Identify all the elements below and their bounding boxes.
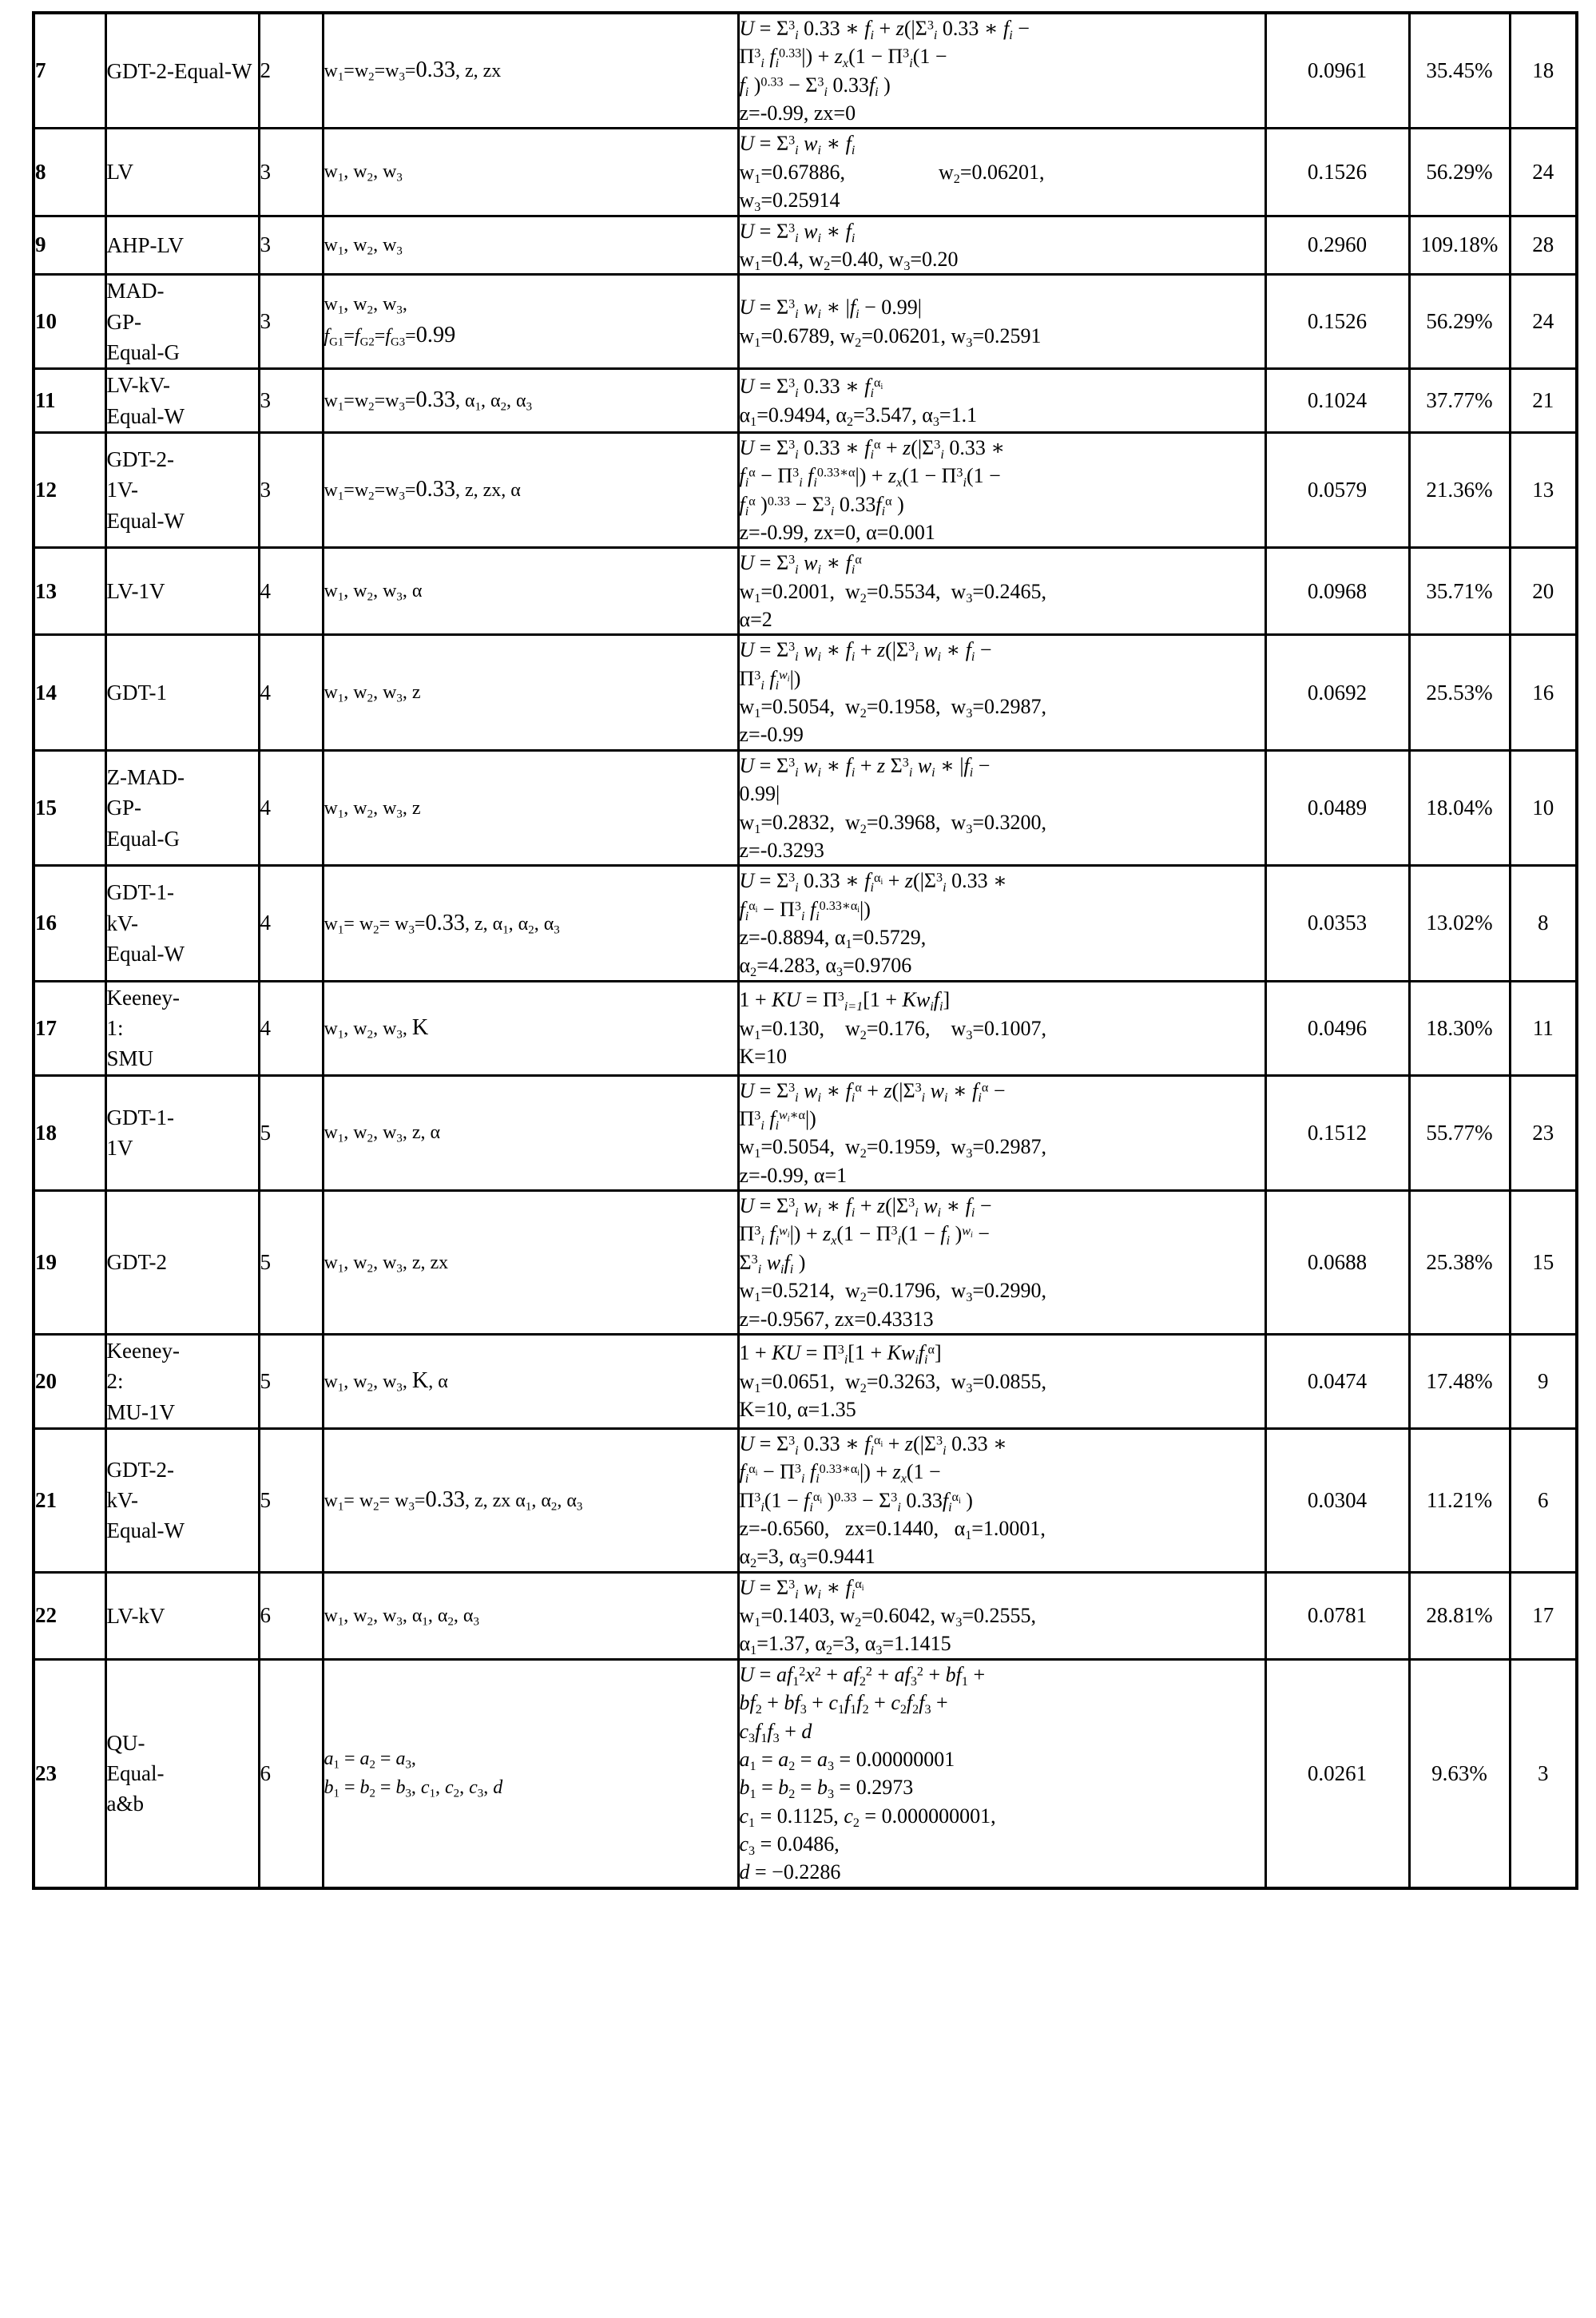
parameters-text: $b_1 = b_2 = b_3$, $c_1$, $c_2$, $c_3$, d bbox=[324, 1777, 503, 1800]
formula-params: z=-0.99, zx=0, α=0.001 bbox=[739, 520, 935, 544]
table-row bbox=[34, 548, 1577, 635]
num-params: 3 bbox=[259, 369, 323, 433]
formula-line: $U = \Sigma^3_i$ 0.33 ∗ $f_i^{\alpha_i}$ bbox=[739, 375, 883, 401]
formula-line: $\Pi^3_i(1 - f_i^{\alpha_i}$ )$^{0.33} - \Sigma^3_i$ $0.33f_i^{\alpha_i}$ ) bbox=[739, 1488, 973, 1514]
parameters-text: $w_1=w_2=w_3=0.33$, $\alpha_1$, $\alpha_2$, $\alpha_3$ bbox=[324, 387, 533, 414]
row-index: 11 bbox=[34, 369, 105, 433]
table-row bbox=[34, 369, 1577, 433]
utility-function-cell bbox=[738, 1191, 1265, 1335]
parameters-text: $w_1$, $w_2$, $w_3$, α bbox=[324, 581, 423, 604]
method-name-text: GDT-1- kV- Equal-W bbox=[106, 880, 185, 966]
method-name bbox=[105, 548, 259, 635]
percent-cell: 56.29% bbox=[1409, 275, 1510, 369]
rank-cell: 16 bbox=[1510, 635, 1577, 750]
rank-cell: 24 bbox=[1510, 275, 1577, 369]
formula-params: $w_1=0.4$, $w_2=0.40$, $w_3=0.20$ bbox=[739, 247, 959, 273]
parameters-cell bbox=[323, 1191, 738, 1335]
table-row bbox=[34, 981, 1577, 1075]
rank-cell: 8 bbox=[1510, 866, 1577, 981]
method-name bbox=[105, 129, 259, 216]
row-index: 15 bbox=[34, 750, 105, 865]
num-params: 6 bbox=[259, 1572, 323, 1659]
parameters-cell bbox=[323, 548, 738, 635]
formula-params: z=-0.6560, zx=0.1440, $\alpha_1=1.0001$, bbox=[739, 1516, 1046, 1542]
method-name-text: LV-kV bbox=[106, 1603, 165, 1628]
formula-line: $b_1 = b_2 = b_3 = 0.2973$ bbox=[739, 1776, 914, 1802]
formula-params: z=-0.99 bbox=[739, 723, 804, 747]
parameters-text: $w_1$, $w_2$, $w_3$ bbox=[324, 161, 403, 185]
num-params: 5 bbox=[259, 1191, 323, 1335]
num-params: 5 bbox=[259, 1075, 323, 1190]
table-row bbox=[34, 432, 1577, 547]
row-index: 17 bbox=[34, 981, 105, 1075]
formula-line: $U = \Sigma^3_i$ $w_i$ ∗ $f_i + z(|\Sigma^3_i$ $w_i$ ∗ $f_i$ − bbox=[739, 638, 992, 665]
method-name bbox=[105, 432, 259, 547]
method-name-text: GDT-1- 1V bbox=[106, 1105, 174, 1161]
row-index: 19 bbox=[34, 1191, 105, 1335]
formula-params: $w_1=0.5214$, $w_2=0.1796$, $w_3=0.2990$, bbox=[739, 1279, 1047, 1305]
rank-cell: 28 bbox=[1510, 216, 1577, 275]
parameters-cell bbox=[323, 275, 738, 369]
method-name bbox=[105, 13, 259, 129]
formula-line: $\Pi^3_i$ $f_i^{w_i∗\alpha}|$) bbox=[739, 1107, 816, 1133]
table-row bbox=[34, 13, 1577, 129]
percent-cell: 21.36% bbox=[1409, 432, 1510, 547]
formula-line: $U = \Sigma^3_i$ $w_i$ ∗ $f_i^\alpha$ bbox=[739, 551, 862, 578]
value-cell: 0.0496 bbox=[1265, 981, 1409, 1075]
percent-cell: 18.04% bbox=[1409, 750, 1510, 865]
value-cell: 0.1512 bbox=[1265, 1075, 1409, 1190]
row-index: 8 bbox=[34, 129, 105, 216]
table-row bbox=[34, 1334, 1577, 1428]
method-name bbox=[105, 1428, 259, 1572]
formula-line: $U = \Sigma^3_i$ $w_i$ ∗ $f_i^{\alpha_i}$ bbox=[739, 1575, 864, 1602]
formula-line: $f_i$ )$^{0.33} - \Sigma^3_i$ $0.33f_i$ ) bbox=[739, 73, 891, 99]
percent-cell: 35.71% bbox=[1409, 548, 1510, 635]
utility-function-cell bbox=[738, 129, 1265, 216]
parameters-text: $w_1$, $w_2$, $w_3$, K, α bbox=[324, 1368, 448, 1395]
parameters-text: $w_1$, $w_2$, $w_3$, z, zx bbox=[324, 1252, 449, 1275]
formula-line: $U = \Sigma^3_i$ 0.33 ∗ $f_i^\alpha + z(|\Sigma^3_i$ 0.33 ∗ bbox=[739, 435, 1005, 462]
parameters-cell bbox=[323, 216, 738, 275]
parameters-cell bbox=[323, 1334, 738, 1428]
method-name-text: GDT-2-Equal-W bbox=[106, 58, 252, 83]
formula-params: z=-0.9567, zx=0.43313 bbox=[739, 1307, 934, 1331]
utility-methods-table bbox=[32, 11, 1578, 1890]
rank-cell: 3 bbox=[1510, 1659, 1577, 1887]
num-params: 3 bbox=[259, 432, 323, 547]
num-params: 5 bbox=[259, 1334, 323, 1428]
formula-line: $f_i^\alpha - \Pi^3_i$ $f_i^{0.33∗\alpha}|) + z_x(1 - \Pi^3_i(1$ − bbox=[739, 464, 1001, 490]
row-index: 9 bbox=[34, 216, 105, 275]
formula-params: $\alpha_2=4.283$, $\alpha_3=0.9706$ bbox=[739, 954, 912, 980]
value-cell: 0.0781 bbox=[1265, 1572, 1409, 1659]
utility-function-cell bbox=[738, 13, 1265, 129]
parameters-cell bbox=[323, 635, 738, 750]
method-name-text: LV-1V bbox=[106, 579, 165, 604]
value-cell: 0.0968 bbox=[1265, 548, 1409, 635]
value-cell: 0.0353 bbox=[1265, 866, 1409, 981]
method-name bbox=[105, 981, 259, 1075]
percent-cell: 17.48% bbox=[1409, 1334, 1510, 1428]
utility-function-cell bbox=[738, 1334, 1265, 1428]
num-params: 4 bbox=[259, 548, 323, 635]
method-name bbox=[105, 750, 259, 865]
formula-params: K=10, α=1.35 bbox=[739, 1398, 856, 1422]
row-index: 22 bbox=[34, 1572, 105, 1659]
formula-params: z=-0.8894, $\alpha_1=0.5729$, bbox=[739, 925, 927, 951]
table-row bbox=[34, 635, 1577, 750]
row-index: 16 bbox=[34, 866, 105, 981]
method-name-text: LV bbox=[106, 160, 134, 185]
parameters-text: $a_1 = a_2 = a_3$, bbox=[324, 1748, 416, 1772]
formula-line: $U = af_1^2x^2 + af_2^2 + af_3^2 + bf_1$ + bbox=[739, 1662, 986, 1689]
formula-line: $U = \Sigma^3_i$ $w_i$ ∗ $|f_i - 0.99|$ bbox=[739, 296, 922, 322]
formula-line: $c_3f_1f_3 + d$ bbox=[739, 1719, 812, 1745]
formula-params: $w_1=0.5054$, $w_2=0.1958$, $w_3=0.2987$, bbox=[739, 695, 1047, 720]
table-body bbox=[34, 13, 1577, 1888]
utility-function-cell bbox=[738, 369, 1265, 433]
method-name-text: MAD- GP- Equal-G bbox=[106, 279, 180, 364]
formula-params: $w_1=0.0651$, $w_2=0.3263$, $w_3=0.0855$, bbox=[739, 1369, 1047, 1395]
value-cell: 0.2960 bbox=[1265, 216, 1409, 275]
num-params: 2 bbox=[259, 13, 323, 129]
row-index: 20 bbox=[34, 1334, 105, 1428]
percent-cell: 37.77% bbox=[1409, 369, 1510, 433]
parameters-text: $w_1$, $w_2$, $w_3$ bbox=[324, 234, 403, 258]
row-index: 18 bbox=[34, 1075, 105, 1190]
parameters-text: $w_1$, $w_2$, $w_3$, K bbox=[324, 1014, 429, 1042]
formula-line: $a_1 = a_2 = a_3 = 0.00000001$ bbox=[739, 1747, 955, 1773]
parameters-cell bbox=[323, 1659, 738, 1887]
table-row bbox=[34, 1659, 1577, 1887]
formula-params: $w_1=0.130$, $w_2=0.176$, $w_3=0.1007$, bbox=[739, 1016, 1047, 1042]
method-name bbox=[105, 635, 259, 750]
formula-line: $U = \Sigma^3_i$ $w_i$ ∗ $f_i$ bbox=[739, 219, 856, 245]
parameters-text: $w_1= w_2= w_3=0.33$, z, zx $\alpha_1$, $\alpha_2$, $\alpha_3$ bbox=[324, 1487, 583, 1514]
formula-line: $U = \Sigma^3_i$ $w_i$ ∗ $f_i^\alpha + z(|\Sigma^3_i$ $w_i$ ∗ $f_i^\alpha$ − bbox=[739, 1078, 1006, 1105]
method-name-text: QU- Equal- a&b bbox=[106, 1730, 165, 1816]
formula-line: $\Pi^3_i$ $f_i^{0.33}|) + z_x(1 - \Pi^3_i(1$ − bbox=[739, 45, 947, 71]
formula-params: $w_1=0.1403$, $w_2=0.6042$, $w_3=0.2555$, bbox=[739, 1604, 1037, 1629]
method-name-text: GDT-2- kV- Equal-W bbox=[106, 1457, 185, 1543]
formula-line: $U = \Sigma^3_i$ 0.33 ∗ $f_i^{\alpha_i} + z(|\Sigma^3_i$ 0.33 ∗ bbox=[739, 869, 1007, 895]
formula-line: $f_i^{\alpha_i} - \Pi^3_i$ $f_i^{0.33∗\alpha_i}|$) bbox=[739, 897, 871, 923]
utility-function-cell bbox=[738, 981, 1265, 1075]
utility-function-cell bbox=[738, 216, 1265, 275]
value-cell: 0.0489 bbox=[1265, 750, 1409, 865]
method-name bbox=[105, 369, 259, 433]
formula-line: $f_i^{\alpha_i} - \Pi^3_i$ $f_i^{0.33∗\alpha_i}|) + z_x(1$ − bbox=[739, 1460, 941, 1486]
value-cell: 0.1526 bbox=[1265, 129, 1409, 216]
parameters-cell bbox=[323, 432, 738, 547]
method-name-text: GDT-1 bbox=[106, 680, 168, 705]
formula-line: 1 + KU = $\Pi^3_{i=1}[1 + Kw_if_i]$ bbox=[739, 988, 951, 1014]
percent-cell: 9.63% bbox=[1409, 1659, 1510, 1887]
percent-cell: 11.21% bbox=[1409, 1428, 1510, 1572]
method-name-text: GDT-2- 1V- Equal-W bbox=[106, 447, 185, 533]
formula-params: $\alpha_2=3$, $\alpha_3=0.9441$ bbox=[739, 1545, 875, 1571]
method-name bbox=[105, 1191, 259, 1335]
percent-cell: 25.38% bbox=[1409, 1191, 1510, 1335]
percent-cell: 13.02% bbox=[1409, 866, 1510, 981]
parameters-text: $w_1$, $w_2$, $w_3$, bbox=[324, 294, 407, 317]
utility-function-cell bbox=[738, 635, 1265, 750]
rank-cell: 21 bbox=[1510, 369, 1577, 433]
row-index: 7 bbox=[34, 13, 105, 129]
formula-line: $f_i^\alpha$ )$^{0.33} - \Sigma^3_i$ $0.33f_i^\alpha$ ) bbox=[739, 492, 904, 518]
rank-cell: 11 bbox=[1510, 981, 1577, 1075]
rank-cell: 24 bbox=[1510, 129, 1577, 216]
parameters-cell bbox=[323, 866, 738, 981]
parameters-text: $w_1$, $w_2$, $w_3$, z, α bbox=[324, 1122, 441, 1145]
parameters-cell bbox=[323, 1572, 738, 1659]
value-cell: 0.0688 bbox=[1265, 1191, 1409, 1335]
utility-function-cell bbox=[738, 1572, 1265, 1659]
value-cell: 0.0961 bbox=[1265, 13, 1409, 129]
formula-line: $U = \Sigma^3_i$ 0.33 ∗ $f_i^{\alpha_i} + z(|\Sigma^3_i$ 0.33 ∗ bbox=[739, 1431, 1007, 1458]
table-row bbox=[34, 750, 1577, 865]
rank-cell: 17 bbox=[1510, 1572, 1577, 1659]
parameters-text: $w_1=w_2=w_3=0.33$, z, zx, α bbox=[324, 477, 521, 503]
value-cell: 0.0579 bbox=[1265, 432, 1409, 547]
rank-cell: 18 bbox=[1510, 13, 1577, 129]
num-params: 4 bbox=[259, 866, 323, 981]
formula-params: $\alpha_1=0.9494$, $\alpha_2=3.547$, $\alpha_3=1.1$ bbox=[739, 403, 978, 429]
formula-params: z=-0.99, α=1 bbox=[739, 1163, 848, 1187]
percent-cell: 35.45% bbox=[1409, 13, 1510, 129]
rank-cell: 15 bbox=[1510, 1191, 1577, 1335]
method-name bbox=[105, 1334, 259, 1428]
percent-cell: 109.18% bbox=[1409, 216, 1510, 275]
rank-cell: 6 bbox=[1510, 1428, 1577, 1572]
parameters-cell bbox=[323, 981, 738, 1075]
value-cell: 0.0474 bbox=[1265, 1334, 1409, 1428]
row-index: 10 bbox=[34, 275, 105, 369]
formula-line: $U = \Sigma^3_i$ $w_i$ ∗ $f_i$ bbox=[739, 132, 856, 158]
table-row bbox=[34, 1572, 1577, 1659]
rank-cell: 20 bbox=[1510, 548, 1577, 635]
formula-line: $U = \Sigma^3_i$ $w_i$ ∗ $f_i + z$ $\Sigma^3_i$ $w_i$ ∗ $|f_i$ − bbox=[739, 753, 991, 780]
parameters-cell bbox=[323, 750, 738, 865]
formula-line: $\Pi^3_i$ $f_i^{w_i}|$) bbox=[739, 666, 801, 693]
formula-params: $w_1=0.5054$, $w_2=0.1959$, $w_3=0.2987$, bbox=[739, 1135, 1047, 1161]
formula-line: $\Pi^3_i$ $f_i^{w_i}|) + z_x(1 - \Pi^3_i(1 - f_i$ )$^{w_i}$ − bbox=[739, 1222, 990, 1248]
utility-function-cell bbox=[738, 1075, 1265, 1190]
value-cell: 0.0692 bbox=[1265, 635, 1409, 750]
utility-function-cell bbox=[738, 432, 1265, 547]
row-index: 14 bbox=[34, 635, 105, 750]
num-params: 6 bbox=[259, 1659, 323, 1887]
method-name-text: GDT-2 bbox=[106, 1250, 168, 1275]
table-row bbox=[34, 1075, 1577, 1190]
num-params: 5 bbox=[259, 1428, 323, 1572]
utility-function-cell bbox=[738, 548, 1265, 635]
num-params: 3 bbox=[259, 275, 323, 369]
formula-line: $bf_2 + bf_3 + c_1f_1f_2 + c_2f_2f_3$ + bbox=[739, 1691, 948, 1717]
method-name bbox=[105, 275, 259, 369]
method-name bbox=[105, 216, 259, 275]
value-cell: 0.0304 bbox=[1265, 1428, 1409, 1572]
row-index: 23 bbox=[34, 1659, 105, 1887]
value-cell: 0.0261 bbox=[1265, 1659, 1409, 1887]
formula-params: $w_3=0.25914$ bbox=[739, 189, 840, 214]
formula-params: $\alpha_1=1.37$, $\alpha_2=3$, $\alpha_3=1.1415$ bbox=[739, 1632, 951, 1658]
formula-line: $c_3 = 0.0486$, bbox=[739, 1832, 840, 1858]
table-row bbox=[34, 129, 1577, 216]
table-row bbox=[34, 1191, 1577, 1335]
parameters-cell bbox=[323, 1075, 738, 1190]
formula-line: 0.99| bbox=[739, 782, 780, 806]
formula-params: K=10 bbox=[739, 1044, 787, 1068]
num-params: 3 bbox=[259, 216, 323, 275]
method-name-text: Keeney- 2: MU-1V bbox=[106, 1338, 180, 1424]
method-name-text: Keeney- 1: SMU bbox=[106, 985, 180, 1071]
formula-params: α=2 bbox=[739, 608, 772, 632]
table-row bbox=[34, 275, 1577, 369]
utility-function-cell bbox=[738, 1428, 1265, 1572]
utility-function-cell bbox=[738, 275, 1265, 369]
table-row bbox=[34, 1428, 1577, 1572]
formula-line: 1 + KU = $\Pi^3_i[1 + Kw_if_i^\alpha]$ bbox=[739, 1341, 942, 1367]
method-name bbox=[105, 1075, 259, 1190]
table-row bbox=[34, 866, 1577, 981]
rank-cell: 23 bbox=[1510, 1075, 1577, 1190]
num-params: 4 bbox=[259, 635, 323, 750]
method-name-text: Z-MAD- GP- Equal-G bbox=[106, 765, 185, 851]
formula-line: d = −0.2286 bbox=[739, 1860, 841, 1884]
value-cell: 0.1024 bbox=[1265, 369, 1409, 433]
method-name bbox=[105, 1659, 259, 1887]
rank-cell: 10 bbox=[1510, 750, 1577, 865]
formula-params: $w_1=0.2001$, $w_2=0.5534$, $w_3=0.2465$, bbox=[739, 579, 1047, 605]
method-name bbox=[105, 1572, 259, 1659]
formula-params: $w_1=0.67886$, $w_2=0.06201$, bbox=[739, 160, 1045, 186]
rank-cell: 13 bbox=[1510, 432, 1577, 547]
method-name-text: AHP-LV bbox=[106, 232, 185, 257]
percent-cell: 25.53% bbox=[1409, 635, 1510, 750]
percent-cell: 18.30% bbox=[1409, 981, 1510, 1075]
formula-params: z=-0.99, zx=0 bbox=[739, 101, 856, 125]
row-index: 13 bbox=[34, 548, 105, 635]
formula-line: $\Sigma^3_i$ $w_if_i$ ) bbox=[739, 1250, 806, 1276]
utility-function-cell bbox=[738, 1659, 1265, 1887]
parameters-text: $w_1$, $w_2$, $w_3$, z bbox=[324, 682, 421, 705]
num-params: 4 bbox=[259, 981, 323, 1075]
rank-cell: 9 bbox=[1510, 1334, 1577, 1428]
parameters-text: $w_1$, $w_2$, $w_3$, z bbox=[324, 797, 421, 820]
percent-cell: 28.81% bbox=[1409, 1572, 1510, 1659]
formula-params: z=-0.3293 bbox=[739, 838, 824, 862]
parameters-text: $w_1= w_2= w_3=0.33$, z, $\alpha_1$, $\alpha_2$, $\alpha_3$ bbox=[324, 910, 560, 937]
parameters-cell bbox=[323, 1428, 738, 1572]
formula-line: $c_1 = 0.1125$, $c_2 = 0.000000001$, bbox=[739, 1804, 996, 1830]
parameters-text: $f_{G1}=f_{G2}=f_{G3}=0.99$ bbox=[324, 323, 456, 349]
parameters-cell bbox=[323, 369, 738, 433]
method-name bbox=[105, 866, 259, 981]
row-index: 12 bbox=[34, 432, 105, 547]
percent-cell: 55.77% bbox=[1409, 1075, 1510, 1190]
parameters-text: $w_1=w_2=w_3=0.33$, z, zx bbox=[324, 58, 502, 84]
row-index: 21 bbox=[34, 1428, 105, 1572]
parameters-text: $w_1$, $w_2$, $w_3$, $\alpha_1$, $\alpha_2$, $\alpha_3$ bbox=[324, 1605, 479, 1629]
value-cell: 0.1526 bbox=[1265, 275, 1409, 369]
formula-line: $U = \Sigma^3_i$ $w_i$ ∗ $f_i + z(|\Sigma^3_i$ $w_i$ ∗ $f_i$ − bbox=[739, 1194, 992, 1220]
formula-params: $w_1=0.2832$, $w_2=0.3968$, $w_3=0.3200$, bbox=[739, 810, 1047, 836]
utility-function-cell bbox=[738, 750, 1265, 865]
parameters-cell bbox=[323, 129, 738, 216]
utility-function-cell bbox=[738, 866, 1265, 981]
formula-line: $U = \Sigma^3_i$ 0.33 ∗ $f_i + z(|\Sigma^3_i$ 0.33 ∗ $f_i$ − bbox=[739, 17, 1030, 42]
method-name-text: LV-kV- Equal-W bbox=[106, 373, 185, 428]
percent-cell: 56.29% bbox=[1409, 129, 1510, 216]
num-params: 4 bbox=[259, 750, 323, 865]
num-params: 3 bbox=[259, 129, 323, 216]
table-row bbox=[34, 216, 1577, 275]
parameters-cell bbox=[323, 13, 738, 129]
formula-params: $w_1=0.6789$, $w_2=0.06201$, $w_3=0.2591$ bbox=[739, 323, 1042, 350]
